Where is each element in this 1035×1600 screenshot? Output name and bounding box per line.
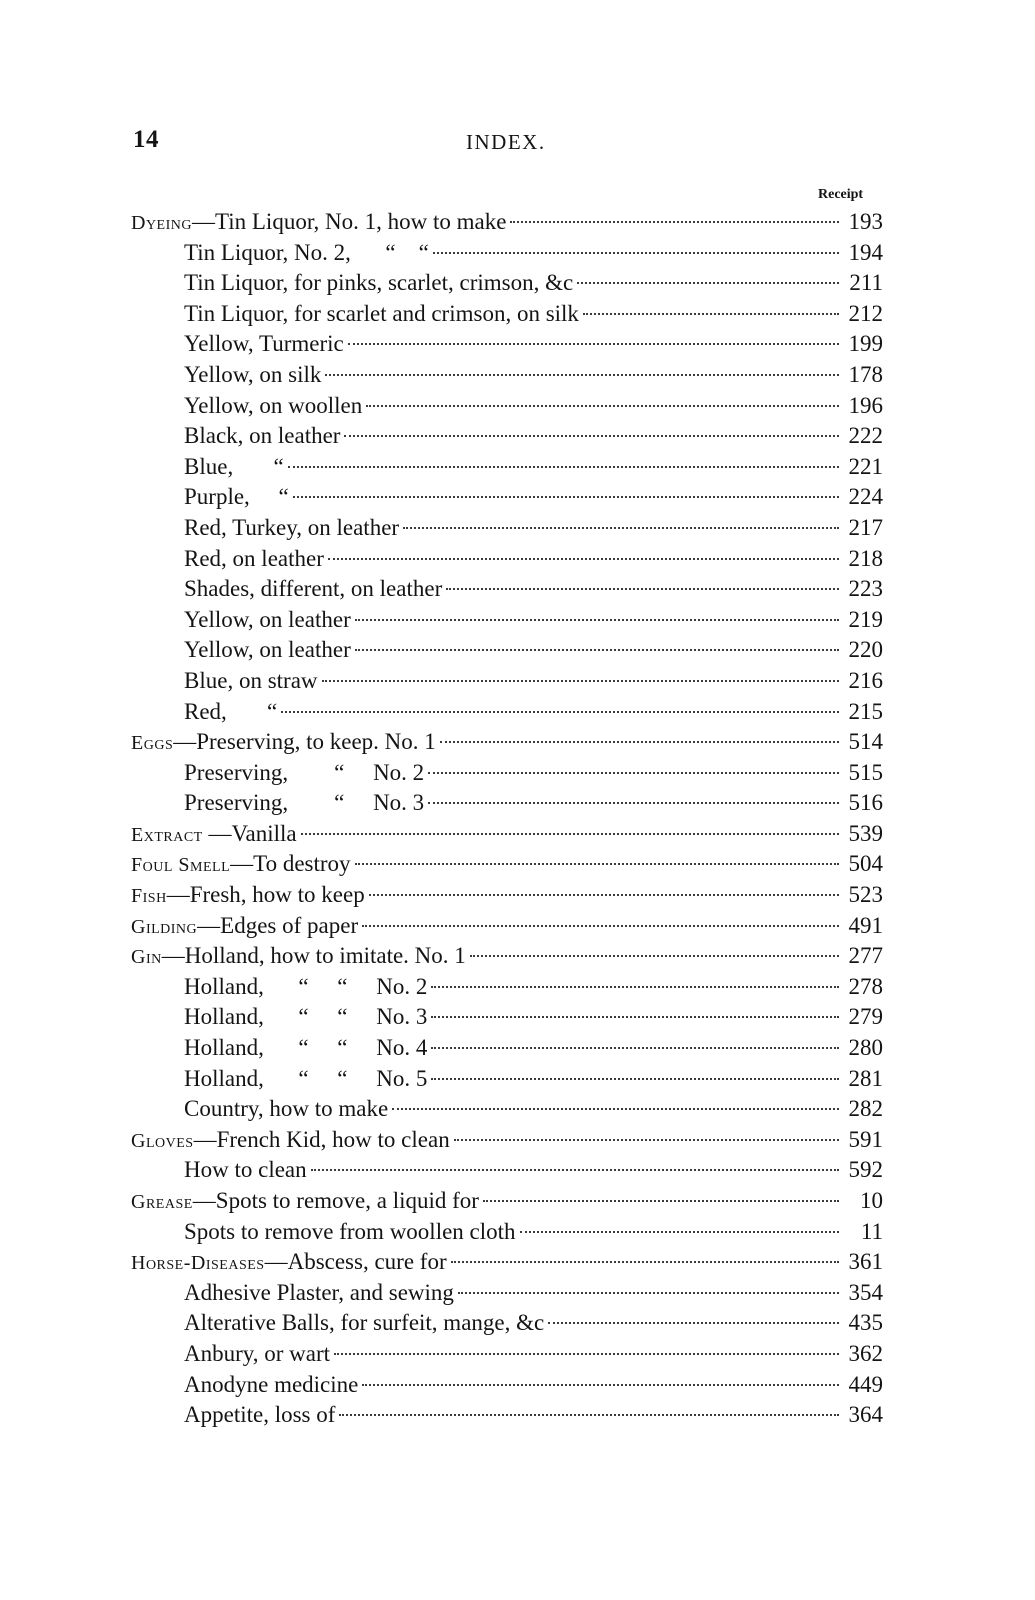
entry-text	[131, 299, 579, 330]
receipt-number: 212	[848, 300, 883, 326]
receipt-number: 514	[848, 729, 883, 755]
entry-label: —French Kid, how to clean	[193, 1126, 450, 1152]
entry-text	[131, 1186, 479, 1218]
receipt-number: 221	[848, 453, 883, 479]
receipt-number: 515	[848, 759, 883, 785]
dot-leader	[431, 1078, 839, 1080]
entry-text	[131, 268, 573, 299]
receipt-number: 193	[848, 209, 883, 234]
entry-label: How to clean	[184, 1157, 307, 1183]
receipt-number: 224	[848, 484, 883, 510]
entry-label: —Spots to remove, a liquid for	[192, 1188, 479, 1213]
receipt-number: 10	[860, 1188, 883, 1213]
index-entry	[131, 1308, 883, 1339]
index-entry	[131, 544, 883, 575]
entry-label: Shades, different, on leather	[184, 576, 443, 602]
entry-heading: Eggs	[131, 732, 174, 755]
dot-leader	[510, 221, 839, 223]
receipt-number: 220	[848, 637, 883, 663]
entry-text	[131, 452, 284, 483]
receipt-number: 362	[848, 1340, 883, 1366]
dot-leader	[431, 986, 839, 988]
receipt-number: 217	[848, 514, 883, 540]
entry-label: Anbury, or wart	[184, 1340, 331, 1366]
index-entry	[131, 911, 883, 942]
dot-leader	[369, 894, 839, 896]
entry-text	[131, 849, 351, 881]
receipt-number: 218	[848, 545, 883, 571]
index-entry	[131, 452, 883, 483]
entry-label: Yellow, on leather	[184, 637, 351, 663]
entry-text	[131, 635, 351, 666]
entry-text	[131, 1278, 454, 1309]
entry-text	[131, 1125, 450, 1157]
dot-leader	[325, 374, 839, 376]
dot-leader	[366, 405, 839, 407]
entry-text	[131, 1400, 335, 1431]
entry-label: Alterative Balls, for surfeit, mange, &c	[184, 1310, 545, 1336]
index-entry	[131, 972, 883, 1003]
index-entry	[131, 1064, 883, 1095]
entry-text	[131, 1094, 388, 1125]
page-number: 14	[133, 126, 159, 153]
index-entry	[131, 1247, 883, 1278]
receipt-column-label: Receipt	[818, 187, 864, 202]
entry-label: Tin Liquor, for pinks, scarlet, crimson, &c	[184, 270, 574, 296]
entry-text	[131, 1370, 358, 1401]
entry-heading: Foul Smell	[131, 854, 231, 877]
index-entry	[131, 1002, 883, 1033]
receipt-number: 222	[848, 423, 883, 449]
entry-label: Anodyne medicine	[184, 1371, 359, 1397]
entry-label: Yellow, Turmeric	[184, 331, 344, 357]
entry-label: Blue, “	[184, 453, 284, 479]
receipt-number: 280	[848, 1035, 883, 1061]
receipt-number: 11	[860, 1218, 883, 1244]
entry-text	[131, 666, 318, 697]
dot-leader	[288, 466, 839, 468]
dot-leader	[431, 1016, 839, 1018]
entry-text	[131, 1247, 447, 1279]
dot-leader	[470, 955, 839, 957]
entry-text	[131, 360, 321, 391]
entry-text	[131, 697, 277, 728]
entry-label: Adhesive Plaster, and sewing	[184, 1279, 454, 1305]
index-entry	[131, 819, 883, 850]
dot-leader	[454, 1139, 839, 1141]
receipt-number: 364	[848, 1402, 883, 1428]
receipt-number: 539	[848, 820, 883, 846]
index-entry	[131, 1125, 883, 1156]
dot-leader	[428, 772, 839, 774]
index-entry	[131, 207, 883, 238]
index-entry	[131, 360, 883, 391]
receipt-number: 219	[848, 606, 883, 632]
index-entry	[131, 1094, 883, 1125]
dot-leader	[301, 833, 839, 835]
receipt-number: 279	[848, 1004, 883, 1030]
entry-heading: Grease	[131, 1191, 193, 1213]
entry-heading: Fish	[131, 885, 167, 908]
receipt-number: 523	[848, 882, 883, 908]
entry-label: Yellow, on leather	[184, 606, 351, 632]
index-entry	[131, 299, 883, 330]
entry-text	[131, 1217, 516, 1248]
entry-heading: Horse-Diseases	[131, 1252, 265, 1275]
entry-label: Tin Liquor, No. 2, “ “	[184, 239, 429, 265]
entry-text	[131, 513, 399, 544]
index-entry	[131, 1370, 883, 1401]
dot-leader	[548, 1322, 839, 1324]
index-entry	[131, 574, 883, 605]
dot-leader	[344, 435, 839, 437]
entry-label: Preserving, “ No. 2	[184, 759, 425, 785]
receipt-number: 278	[848, 973, 883, 999]
entry-heading: Dyeing	[131, 212, 192, 234]
entry-label: —Vanilla	[202, 820, 297, 846]
dot-leader	[322, 680, 839, 682]
entry-label: —Abscess, cure for	[264, 1249, 447, 1275]
index-entry	[131, 1339, 883, 1370]
dot-leader	[431, 1047, 839, 1049]
entry-label: —Holland, how to imitate. No. 1	[161, 943, 466, 969]
dot-leader	[311, 1169, 839, 1171]
entry-label: Yellow, on silk	[184, 361, 322, 387]
entry-label: —Preserving, to keep. No. 1	[173, 729, 436, 755]
entry-text	[131, 1002, 427, 1033]
index-entry	[131, 1155, 883, 1186]
entry-text	[131, 605, 351, 636]
receipt-number: 196	[848, 392, 883, 418]
entry-label: Appetite, loss of	[184, 1402, 336, 1428]
index-entry	[131, 1217, 883, 1248]
receipt-number: 211	[849, 270, 883, 296]
index-entry	[131, 1278, 883, 1309]
entry-label: Holland, “ “ No. 5	[184, 1065, 428, 1091]
index-entry	[131, 268, 883, 299]
receipt-number: 516	[848, 790, 883, 816]
entry-label: Purple, “	[184, 484, 289, 510]
dot-leader	[362, 1384, 839, 1386]
index-entry	[131, 605, 883, 636]
entry-text	[131, 972, 427, 1003]
receipt-number: 435	[848, 1310, 883, 1336]
index-entry	[131, 513, 883, 544]
entry-label: Red, “	[184, 698, 278, 724]
entry-text	[131, 911, 358, 943]
index-entries	[131, 207, 883, 1431]
index-entry	[131, 941, 883, 972]
dot-leader	[348, 343, 839, 345]
entry-label: —Tin Liquor, No. 1, how to make	[192, 209, 507, 234]
dot-leader	[583, 313, 839, 315]
receipt-number: 282	[848, 1096, 883, 1122]
entry-text	[131, 574, 442, 605]
dot-leader	[428, 802, 839, 804]
entry-text	[131, 758, 424, 789]
entry-label: Red, Turkey, on leather	[184, 514, 400, 540]
entry-label: Country, how to make	[184, 1096, 389, 1122]
index-entry	[131, 238, 883, 269]
entry-text	[131, 1339, 330, 1370]
entry-heading: Gilding	[131, 915, 198, 938]
index-entry	[131, 482, 883, 513]
entry-label: Preserving, “ No. 3	[184, 790, 425, 816]
entry-text	[131, 1064, 427, 1095]
index-entry	[131, 1033, 883, 1064]
receipt-number: 194	[848, 239, 883, 265]
entry-label: Holland, “ “ No. 3	[184, 1004, 428, 1030]
dot-leader	[440, 741, 839, 743]
entry-label: Black, on leather	[184, 423, 341, 449]
index-entry	[131, 697, 883, 728]
receipt-number: 491	[848, 912, 883, 938]
receipt-number: 223	[848, 576, 883, 602]
entry-text	[131, 819, 297, 851]
entry-label: —Edges of paper	[197, 912, 359, 938]
index-entry	[131, 1186, 883, 1217]
index-entry	[131, 758, 883, 789]
entry-label: Tin Liquor, for scarlet and crimson, on silk	[184, 300, 579, 326]
receipt-number: 178	[848, 361, 883, 387]
entry-label: —To destroy	[230, 851, 351, 877]
index-entry	[131, 727, 883, 758]
entry-text	[131, 544, 324, 575]
entry-text	[131, 207, 506, 239]
dot-leader	[328, 558, 839, 560]
receipt-number: 354	[848, 1279, 883, 1305]
index-entry	[131, 880, 883, 911]
dot-leader	[483, 1200, 839, 1202]
index-entry	[131, 391, 883, 422]
entry-text	[131, 941, 466, 973]
entry-label: Holland, “ “ No. 2	[184, 973, 428, 999]
dot-leader	[446, 588, 839, 590]
dot-leader	[355, 619, 839, 621]
index-entry	[131, 1400, 883, 1431]
entry-text	[131, 238, 429, 269]
receipt-number: 592	[848, 1157, 883, 1183]
receipt-number: 281	[848, 1065, 883, 1091]
entry-label: Holland, “ “ No. 4	[184, 1035, 428, 1061]
entry-label: —Fresh, how to keep	[166, 882, 365, 908]
dot-leader	[458, 1292, 839, 1294]
entry-heading: Gloves	[131, 1129, 194, 1152]
dot-leader	[339, 1414, 839, 1416]
entry-text	[131, 788, 424, 819]
entry-label: Blue, on straw	[184, 667, 318, 693]
dot-leader	[355, 863, 839, 865]
entry-heading: Extract	[131, 823, 203, 846]
receipt-number: 215	[848, 698, 883, 724]
receipt-number: 591	[848, 1126, 883, 1152]
entry-text	[131, 1308, 544, 1339]
dot-leader	[520, 1231, 839, 1233]
entry-label: Red, on leather	[184, 545, 324, 571]
entry-text	[131, 727, 436, 759]
index-entry	[131, 849, 883, 880]
index-entry	[131, 666, 883, 697]
entry-text	[131, 880, 365, 912]
dot-leader	[293, 496, 839, 498]
receipt-number: 199	[848, 331, 883, 357]
entry-text	[131, 1155, 307, 1186]
index-entry	[131, 788, 883, 819]
receipt-number: 504	[848, 851, 883, 877]
dot-leader	[362, 925, 839, 927]
dot-leader	[355, 649, 839, 651]
dot-leader	[334, 1353, 839, 1355]
dot-leader	[403, 527, 839, 529]
index-entry	[131, 635, 883, 666]
receipt-number: 216	[848, 667, 883, 693]
entry-label: Spots to remove from woollen cloth	[184, 1218, 516, 1244]
dot-leader	[392, 1108, 839, 1110]
entry-text	[131, 329, 344, 360]
dot-leader	[451, 1261, 839, 1263]
entry-text	[131, 1033, 427, 1064]
index-entry	[131, 329, 883, 360]
receipt-number: 361	[848, 1249, 883, 1275]
receipt-number: 449	[848, 1371, 883, 1397]
dot-leader	[433, 252, 839, 254]
entry-text	[131, 421, 340, 452]
index-entry	[131, 421, 883, 452]
entry-label: Yellow, on woollen	[184, 392, 363, 418]
dot-leader	[577, 282, 839, 284]
running-head: INDEX.	[466, 130, 546, 154]
dot-leader	[281, 711, 839, 713]
receipt-number: 277	[848, 943, 883, 969]
entry-text	[131, 391, 362, 422]
entry-heading: Gin	[131, 946, 162, 969]
entry-text	[131, 482, 289, 513]
